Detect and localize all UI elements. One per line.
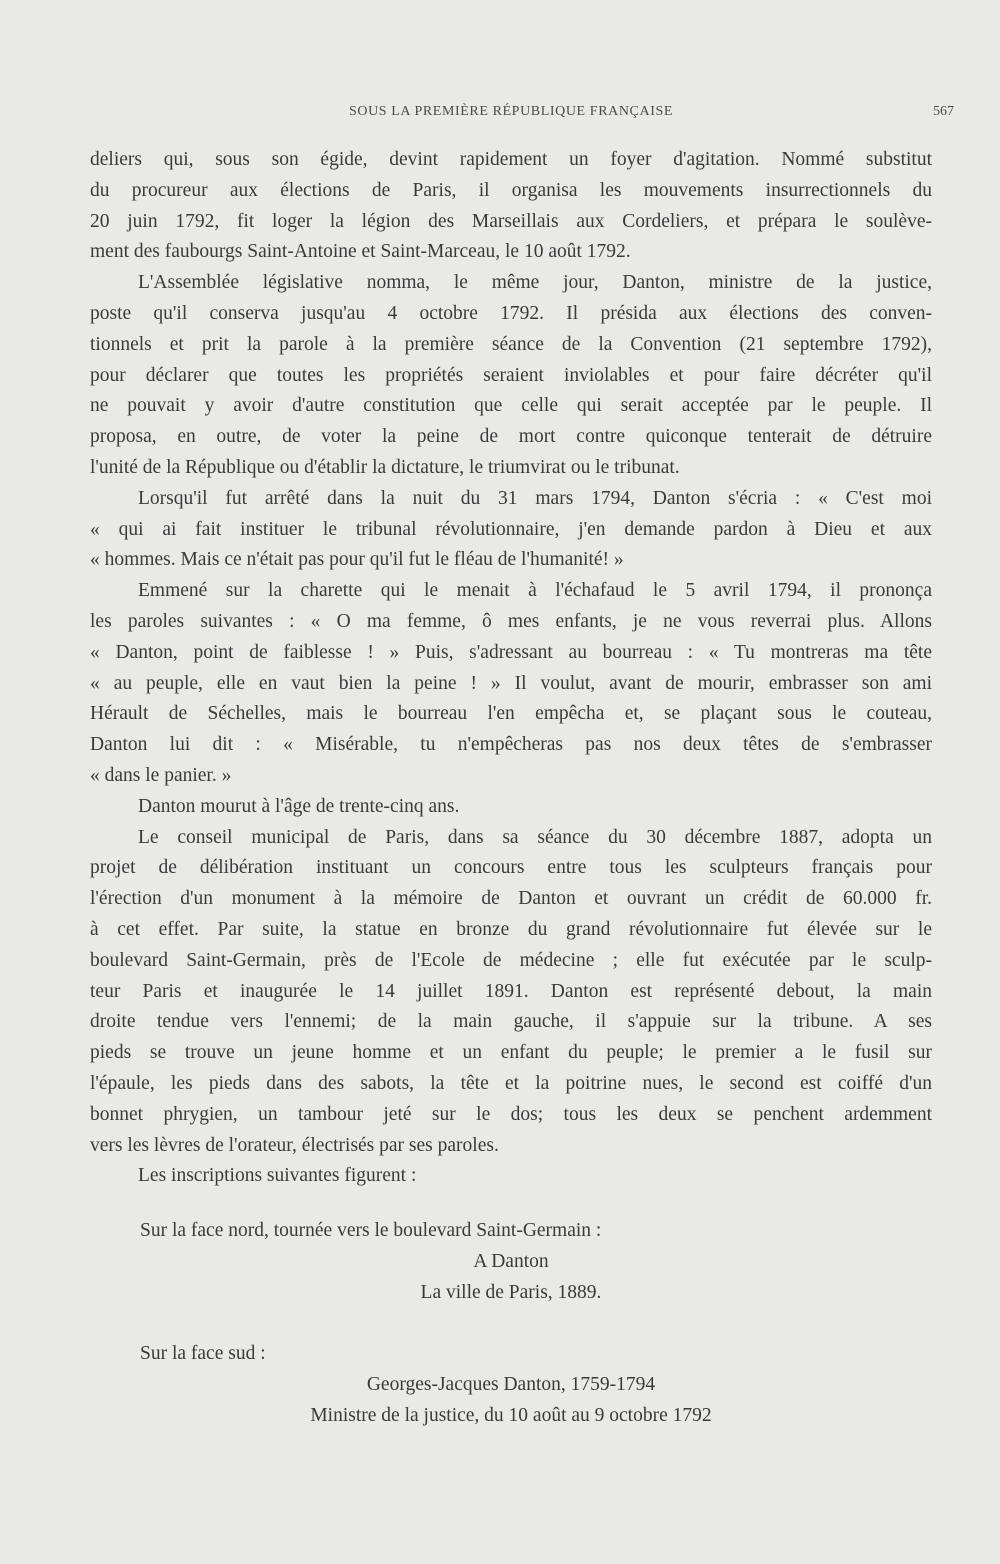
text-line: deliers qui, sous son égide, devint rapidement un foyer d'agitation. Nommé substitut: [90, 149, 932, 170]
inscription-north-line: A Danton: [473, 1250, 549, 1272]
text-line: « dans le panier. »: [90, 764, 232, 786]
text-line: Lorsqu'il fut arrêté dans la nuit du 31 mars 1794, Danton s'écria : « C'est moi: [138, 487, 932, 509]
spacer: [90, 1308, 932, 1339]
text-line: pieds se trouve un jeune homme et un enfant du peuple; le premier a le fusil sur: [90, 1042, 932, 1064]
text-line: projet de délibération instituant un concours entre tous les sculpteurs français pour: [90, 857, 932, 879]
spacer: [90, 1192, 932, 1216]
text-line: vers les lèvres de l'orateur, électrisés par ses paroles.: [90, 1134, 499, 1156]
inscription-south-line: Georges-Jacques Danton, 1759-1794: [366, 1374, 656, 1396]
text-line: teur Paris et inaugurée le 14 juillet 1891. Danton est représenté debout, la main: [90, 980, 932, 1002]
text-line: à cet effet. Par suite, la statue en bronze du grand révolutionnaire fut élevée sur le: [90, 918, 932, 940]
text-line: l'épaule, les pieds dans des sabots, la tête et la poitrine nues, le second est coiffé d'un: [90, 1072, 932, 1094]
text-line: 20 juin 1792, fit loger la légion des Marseillais aux Cordeliers, et prépara le soulève-: [90, 210, 932, 232]
text-line: « au peuple, elle en vaut bien la peine ! » Il voulut, avant de mourir, embrasser son ami: [90, 672, 932, 694]
text-line: Les inscriptions suivantes figurent :: [138, 1165, 417, 1187]
text-line: boulevard Saint-Germain, près de l'Ecole de médecine ; elle fut exécutée par le sculp-: [90, 949, 932, 971]
text-line: Danton lui dit : « Misérable, tu n'empêcheras pas nos deux têtes de s'embrasser: [90, 734, 932, 756]
text-line: les paroles suivantes : « O ma femme, ô mes enfants, je ne vous reverrai plus. Allons: [90, 610, 932, 632]
text-line: « qui ai fait instituer le tribunal révolutionnaire, j'en demande pardon à Dieu et aux: [90, 518, 932, 540]
text-line: tionnels et prit la parole à la première séance de la Convention (21 septembre 1792),: [90, 333, 932, 355]
text-line: l'érection d'un monument à la mémoire de Danton et ouvrant un crédit de 60.000 fr.: [90, 888, 932, 910]
text-line: pour déclarer que toutes les propriétés seraient inviolables et pour faire décréter qu'il: [90, 364, 932, 386]
running-title: SOUS LA PREMIÈRE RÉPUBLIQUE FRANÇAISE: [348, 104, 673, 119]
text-line: « Danton, point de faiblesse ! » Puis, s'adressant au bourreau : « Tu montreras ma tête: [90, 641, 932, 663]
text-line: proposa, en outre, de voter la peine de mort contre quiconque tenterait de détruire: [90, 426, 932, 448]
text-line: Danton mourut à l'âge de trente-cinq ans.: [138, 795, 460, 817]
text-line: bonnet phrygien, un tambour jeté sur le dos; tous les deux se penchent ardemment: [90, 1103, 932, 1125]
text-line: « hommes. Mais ce n'était pas pour qu'il fut le fléau de l'humanité! »: [90, 549, 624, 571]
text-line: poste qu'il conserva jusqu'au 4 octobre 1792. Il présida aux élections des conven-: [90, 302, 932, 324]
body-text: [90, 145, 932, 1432]
inscription-north-line: La ville de Paris, 1889.: [420, 1281, 602, 1303]
text-line: l'unité de la République ou d'établir la dictature, le triumvirat ou le tribunat.: [90, 456, 680, 478]
inscription-south-line: Ministre de la justice, du 10 août au 9 octobre 1792: [310, 1404, 712, 1426]
text-line: du procureur aux élections de Paris, il organisa les mouvements insurrectionnels du: [90, 179, 932, 201]
running-header: [90, 104, 954, 124]
text-line: Hérault de Séchelles, mais le bourreau l'en empêcha et, se plaçant sous le couteau,: [90, 703, 932, 725]
text-line: Emmené sur la charette qui le menait à l'échafaud le 5 avril 1794, il prononça: [138, 580, 932, 602]
inscription-south-intro: Sur la face sud :: [140, 1343, 266, 1365]
text-line: ment des faubourgs Saint-Antoine et Saint-Marceau, le 10 août 1792.: [90, 241, 631, 263]
text-line: droite tendue vers l'ennemi; de la main gauche, il s'appuie sur la tribune. A ses: [90, 1011, 932, 1033]
inscription-north-intro: Sur la face nord, tournée vers le boulevard Saint-Germain :: [140, 1220, 602, 1242]
page-number: 567: [933, 104, 954, 119]
text-line: Le conseil municipal de Paris, dans sa séance du 30 décembre 1887, adopta un: [138, 826, 932, 848]
text-line: ne pouvait y avoir d'autre constitution que celle qui serait acceptée par le peuple. Il: [90, 395, 932, 417]
text-line: L'Assemblée législative nomma, le même jour, Danton, ministre de la justice,: [138, 272, 932, 294]
